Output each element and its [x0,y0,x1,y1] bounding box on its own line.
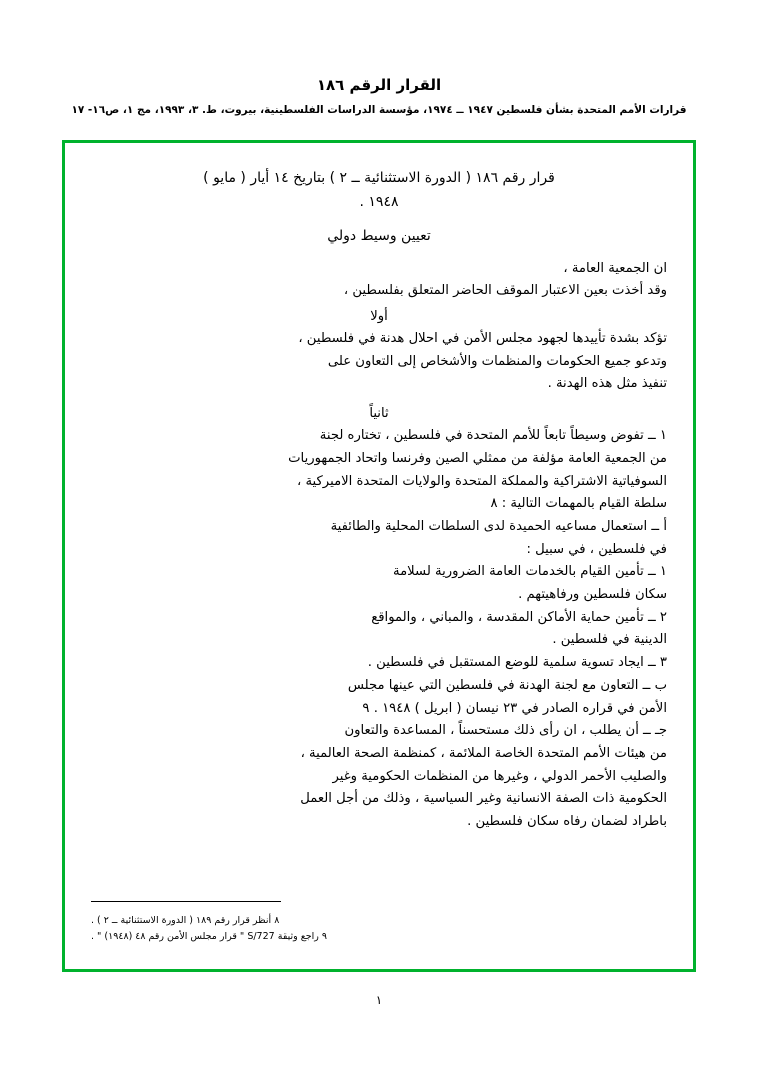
clause-c-line-4: الحكومية ذات الصفة الانسانية وغير السياسية ، وذلك من أجل العمل [300,791,667,807]
resolution-subject: تعيين وسيط دولي [327,227,431,244]
clause-b-line-1: ب ــ التعاون مع لجنة الهدنة في فلسطين التي عينها مجلس [347,677,667,693]
green-border-frame [62,140,696,972]
section-heading-first: أولا [370,309,388,324]
resolution-heading-line-1: قرار رقم ١٨٦ ( الدورة الاستثنائية ــ ٢ ) بتاريخ ١٤ أيار ( مايو ) [203,170,555,186]
footnote-separator-wrap [91,901,667,913]
footnote-8: ٨ أنظر قرار رقم ١٨٩ ( الدورة الاستثنائية ــ ٢ ) . [91,914,280,926]
preamble-line-1: ان الجمعية العامة ، [563,260,667,276]
sub-clause-2-line-2: الدينية في فلسطين . [552,632,667,648]
footnote-9: ٩ راجع وثيقة S/727 " قرار مجلس الأمن رقم ٤٨ (١٩٤٨) " . [91,930,328,942]
sub-clause-1-line-2: سكان فلسطين ورفاهيتهم . [518,587,667,603]
clause-b-line-2: الأمن في قراره الصادر في ٢٣ نيسان ( ابريل ) ١٩٤٨ . ٩ [362,700,667,716]
footnotes-section [91,901,667,945]
first-body-line-3: تنفيذ مثل هذه الهدنة . [547,376,667,392]
section-heading-second: ثانياً [369,406,389,422]
second-body-line-1: ١ ــ تفوض وسيطاً تابعاً للأمم المتحدة في فلسطين ، تختاره لجنة [319,428,667,444]
sub-clause-1-line-1: ١ ــ تأمين القيام بالخدمات العامة الضرورية لسلامة [393,564,667,580]
preamble-line-2: وقد أخذت بعين الاعتبار الموقف الحاضر المتعلق بفلسطين ، [343,283,667,299]
second-body-line-3: السوفياتية الاشتراكية والمملكة المتحدة والولايات المتحدة الاميركية ، [297,473,667,489]
page-number: ١ [375,993,383,1007]
clause-a-line-1: أ ــ استعمال مساعيه الحميدة لدى السلطات المحلية والطائفية [330,518,667,534]
sub-clause-3-line-1: ٣ ــ ايجاد تسوية سلمية للوضع المستقبل في فلسطين . [367,655,667,671]
clause-a-line-2: في فلسطين ، في سبيل : [526,541,667,557]
clause-c-line-2: من هيئات الأمم المتحدة الخاصة الملائمة ، كمنظمة الصحة العالمية ، [300,745,667,761]
spacer [91,244,667,258]
sub-clause-2-line-1: ٢ ــ تأمين حماية الأماكن المقدسة ، والمباني ، والمواقع [371,609,667,625]
document-header [0,76,758,118]
clause-c-line-1: جـ ــ أن يطلب ، ان رأى ذلك مستحسناً ، المساعدة والتعاون [344,723,667,739]
resolution-body [91,167,667,959]
footnote-rule [91,901,281,902]
page-title: القرار الرقم ١٨٦ [316,76,442,94]
second-body-line-4: سلطة القيام بالمهمات التالية : ٨ [490,496,667,512]
clause-c-line-5: باطراد لضمان رفاه سكان فلسطين . [467,814,667,830]
spacer [91,215,667,224]
second-body-line-2: من الجمعية العامة مؤلفة من ممثلي الصين وفرنسا واتحاد الجمهوريات [288,450,667,466]
first-body-line-1: تؤكد بشدة تأييدها لجهود مجلس الأمن في احلال هدنة في فلسطين ، [298,331,667,346]
resolution-heading-line-2: ١٩٤٨ . [359,193,399,210]
clause-c-line-3: والصليب الأحمر الدولي ، وغيرها من المنظمات الحكومية وغير [332,768,667,784]
source-citation: قرارات الأمم المتحدة بشأن فلسطين ١٩٤٧ ــ ١٩٧٤، مؤسسة الدراسات الفلسطينية، بيروت، ط. ٣، ١٩٩٣، مج ١، ص١٦- ١٧ [71,104,687,116]
first-body-line-2: وتدعو جميع الحكومات والمنظمات والأشخاص إلى التعاون على [327,353,667,369]
